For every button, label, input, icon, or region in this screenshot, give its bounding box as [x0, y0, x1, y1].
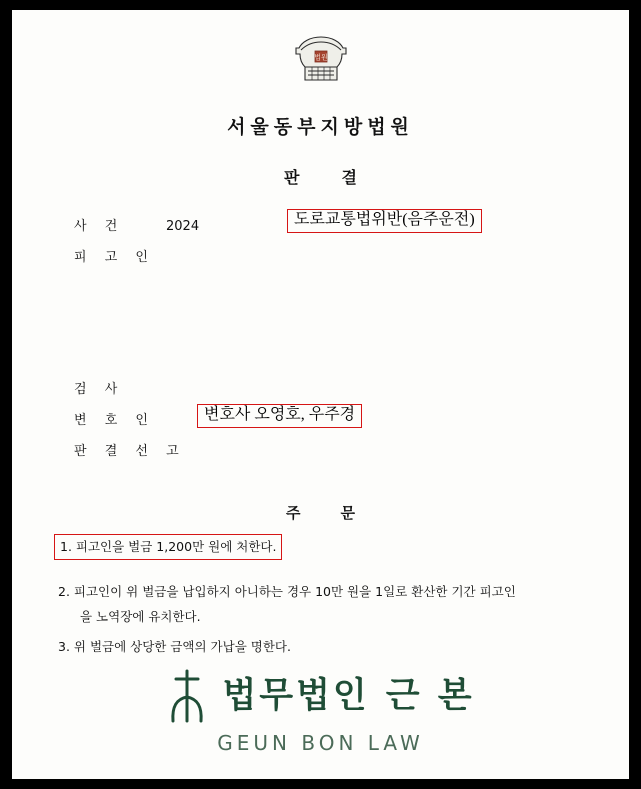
- order-title-left: 주: [286, 504, 301, 522]
- firm-logo-korean-left: 법무법인: [222, 675, 370, 716]
- firm-logo-row: [166, 667, 474, 725]
- document-type-right: 결: [341, 168, 357, 187]
- field-lawyer: [74, 409, 166, 428]
- field-case-charge-box: [287, 209, 482, 233]
- field-prosecutor: [74, 378, 166, 397]
- field-verdict-date-label: 판 결 선 고: [74, 444, 186, 459]
- field-verdict-date: [74, 440, 186, 459]
- order-section-title: [12, 502, 629, 523]
- field-case-charge: 도로교통법위반(음주운전): [287, 209, 482, 233]
- field-case-label: 사 건: [74, 219, 125, 234]
- document-page: [12, 10, 629, 779]
- field-defendant: [74, 246, 166, 265]
- field-defendant-label: 피 고 인: [74, 250, 155, 265]
- order-title-right: 문: [340, 504, 355, 522]
- field-lawyer-box: [197, 404, 362, 428]
- document-type-heading: [12, 165, 629, 188]
- svg-text:법원: 법원: [313, 53, 328, 62]
- court-name: 서울동부지방법원: [227, 116, 414, 138]
- order-item-2: [58, 582, 598, 626]
- field-lawyer-label: 변 호 인: [74, 413, 155, 428]
- field-lawyer-value: 변호사 오영호, 우주경: [197, 404, 362, 428]
- court-emblem-icon: [288, 34, 354, 86]
- order-item-2-text: 2. 피고인이 위 벌금을 납입하지 아니하는 경우 10만 원을 1일로 환산한 기간 피고인: [58, 584, 516, 600]
- firm-logo-english: GEUN BON LAW: [217, 731, 424, 755]
- order-list: [58, 534, 598, 668]
- firm-logo-korean: [222, 675, 475, 716]
- document-type-left: 판: [284, 168, 300, 187]
- field-case: [74, 215, 274, 234]
- firm-logo-korean-right: 근 본: [385, 675, 475, 716]
- order-item-1: 1. 피고인을 벌금 1,200만 원에 처한다.: [54, 534, 282, 560]
- geunbon-law-mark-icon: [166, 667, 208, 725]
- firm-logo: [12, 667, 629, 755]
- field-prosecutor-label: 검 사: [74, 382, 125, 397]
- order-item-3-text: 3. 위 벌금에 상당한 금액의 가납을 명한다.: [58, 639, 291, 655]
- field-case-year: 2024: [166, 219, 200, 234]
- order-item-1-wrap: [58, 534, 598, 571]
- order-item-2-continuation: 을 노역장에 유치한다.: [80, 608, 201, 624]
- order-item-3: [58, 637, 598, 656]
- court-emblem-wrap: [12, 34, 629, 86]
